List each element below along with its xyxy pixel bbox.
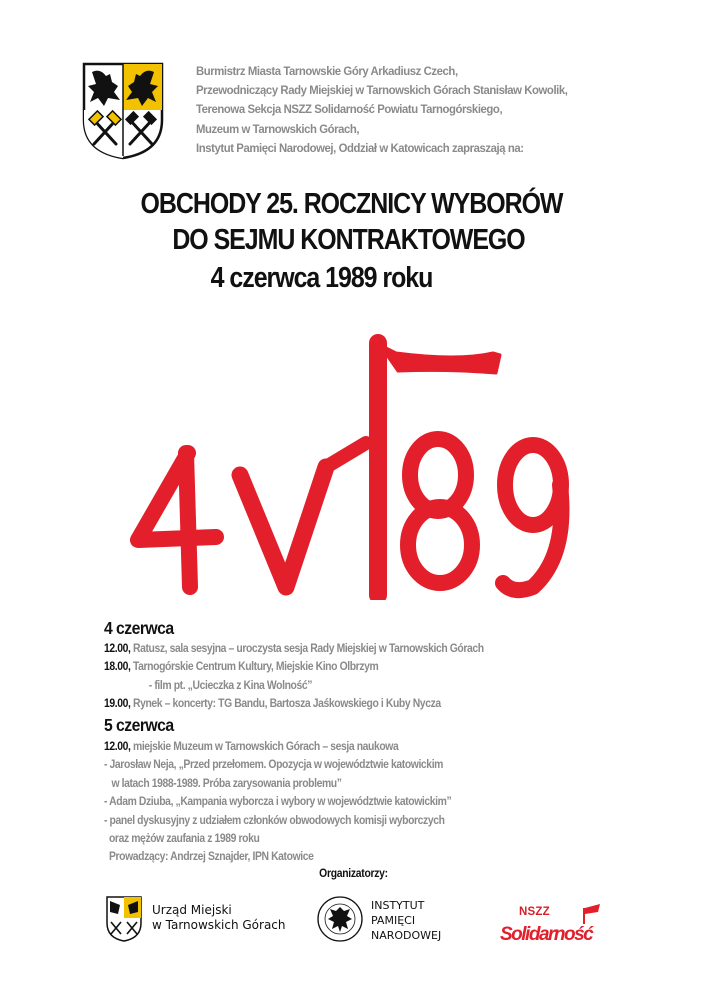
program-item: - panel dyskusyjny z udziałem członków obwodowych komisji wyborczych [104, 812, 445, 827]
program-item: 12.00, Ratusz, sala sesyjna – uroczysta sesja Rady Miejskiej w Tarnowskich Górach [104, 641, 484, 655]
solidarnosc-logo-icon [498, 900, 606, 944]
day-heading-june-4: 4 czerwca [104, 618, 174, 638]
program-item: - Jarosław Neja, „Przed przełomem. Opozycja w województwie katowickim [104, 757, 444, 772]
host-line: Burmistrz Miasta Tarnowskie Góry Arkadiusz Czech, [196, 64, 458, 78]
host-line: Instytut Pamięci Narodowej, Oddział w Katowicach zapraszają na: [196, 140, 524, 155]
host-line: Terenowa Sekcja NSZZ Solidarność Powiatu Tarnogórskiego, [196, 102, 503, 117]
program-item: w latach 1988-1989. Próba zarysowania problemu” [104, 775, 342, 790]
event-title-line1: OBCHODY 25. ROCZNICY WYBORÓW [140, 188, 563, 220]
organizers-label: Organizatorzy: [319, 868, 388, 880]
program-item: - Adam Dziuba, „Kampania wyborcza i wybory w województwie katowickim” [104, 794, 452, 809]
ipn-name: INSTYTUT PAMIĘCI NARODOWEJ [371, 899, 442, 942]
urzad-miejski-name: Urząd Miejski w Tarnowskich Górach [152, 903, 286, 932]
hosts-list [196, 62, 633, 158]
program-june-5 [104, 737, 451, 866]
solidarnosc-logo-text: Solidarność [500, 924, 593, 944]
program-item: oraz mężów zaufania z 1989 roku [104, 831, 260, 846]
program-item: 18.00, Tarnogórskie Centrum Kultury, Miejskie Kino Olbrzym [104, 659, 379, 674]
ipn-eagle-seal-icon [316, 895, 364, 943]
event-title-line2: DO SEJMU KONTRAKTOWEGO [172, 224, 525, 256]
4v89-logo-icon [128, 325, 588, 600]
tarnowskie-gory-coat-of-arms-icon [82, 62, 164, 160]
day-heading-june-5: 5 czerwca [104, 715, 174, 735]
program-item: 19.00, Rynek – koncerty: TG Bandu, Bartosza Jaśkowskiego i Kuby Nycza [104, 696, 441, 711]
event-date-title: 4 czerwca 1989 roku [210, 262, 433, 294]
urzad-miejski-crest-icon [106, 896, 142, 942]
program-item: 12.00, miejskie Muzeum w Tarnowskich Górach – sesja naukowa [104, 739, 399, 753]
host-line: Muzeum w Tarnowskich Górach, [196, 121, 360, 136]
program-june-4 [104, 639, 484, 713]
program-item: Prowadzący: Andrzej Sznajder, IPN Katowice [104, 849, 314, 864]
host-line: Przewodniczący Rady Miejskiej w Tarnowskich Górach Stanisław Kowolik, [196, 83, 568, 98]
program-item: - film pt. „Ucieczka z Kina Wolność” [104, 677, 313, 692]
solidarnosc-nszz-label: NSZZ [519, 906, 550, 918]
